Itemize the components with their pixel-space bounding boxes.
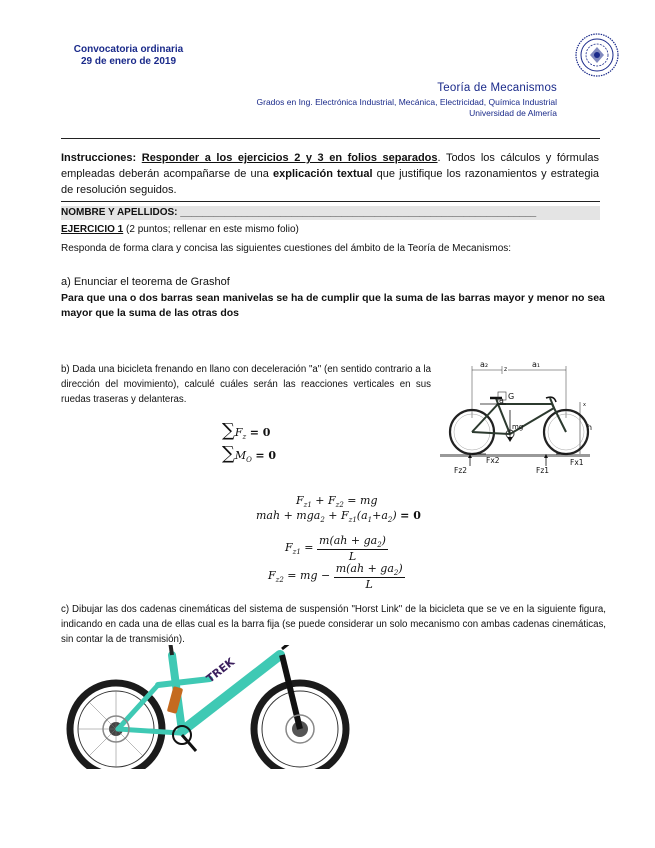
equation-vertical: $F_{z1} + F_{z2}$ = mg: [296, 494, 378, 510]
question-c-prompt: c) Dibujar las dos cadenas cinemáticas del sistema de suspensión "Horst Link" de la bicicleta que se ve en la siguiente figura, indicando en cada una de ellas cual es la barra fija (se puede considerar un solo mecanismo con ambas cadenas cinemáticas, sin contar la de transmisión).: [61, 604, 606, 645]
instructions: [61, 150, 599, 198]
header-divider: [61, 138, 600, 139]
bicycle-force-diagram: [440, 358, 600, 476]
equation-sum-forces: $\sum F_z = 0$: [222, 420, 271, 442]
course-header: [257, 82, 557, 119]
university-seal-icon: [574, 32, 620, 78]
label-mg: mg: [512, 423, 524, 431]
equation-sum-moments: $\sum M_O = 0$: [222, 443, 277, 465]
instructions-highlight: Responder a los ejercicios 2 y 3 en folios separados: [141, 152, 438, 164]
label-h: h: [587, 423, 593, 432]
exam-date: 29 de enero de 2019: [80, 56, 177, 67]
label-z: z: [504, 366, 508, 373]
label-Fx1: Fx1: [570, 458, 584, 467]
question-a-prompt: a) Enunciar el teorema de Grashof: [61, 276, 230, 288]
degrees-line: Grados en Ing. Electrónica Industrial, Mecánica, Electricidad, Química Industrial: [256, 97, 557, 107]
equation-fz1: $F_{z1}$ = $\frac{m(ah + ga_2)}{L}$: [285, 534, 386, 564]
exercise1-intro: Responda de forma clara y concisa las siguientes cuestiones del ámbito de la Teoría de Mecanismos:: [61, 243, 512, 254]
name-field-label: NOMBRE Y APELLIDOS: ________________________________________________________________: [61, 207, 537, 218]
label-a1: a₁: [532, 360, 541, 369]
name-field[interactable]: [61, 206, 600, 220]
label-a: a: [499, 396, 504, 405]
instructions-text2: que justifique los razonamientos y estrategia de resolución seguidos.: [61, 168, 600, 196]
exercise1-heading: [61, 224, 299, 235]
section-divider: [61, 201, 600, 202]
course-title: Teoría de Mecanismos: [437, 82, 557, 94]
label-a2: a₂: [480, 360, 489, 369]
label-G: G: [508, 392, 515, 401]
brand-logo: TREK: [203, 655, 238, 686]
instructions-bold: explicación textual: [273, 168, 373, 180]
label-Fz1: Fz1: [536, 466, 550, 475]
exercise1-note: (2 puntos; rellenar en este mismo folio): [123, 224, 299, 235]
university-line: Universidad de Almería: [469, 108, 557, 118]
instructions-label: Instrucciones:: [61, 152, 137, 164]
label-x: x: [583, 402, 586, 408]
label-Fx2: Fx2: [486, 456, 500, 465]
equation-moment: mah + $mga_2 + F_{z1}(a_1+a_2) = 0$: [256, 509, 421, 525]
question-a-answer[interactable]: Para que una o dos barras sean manivelas se ha de cumplir que la suma de las barras mayor y menor no sea mayor que la suma de las otras dos: [61, 292, 605, 319]
mountain-bike-photo: [60, 645, 352, 769]
exam-header: [66, 44, 191, 68]
exam-session: Convocatoria ordinaria: [73, 44, 184, 55]
question-b-prompt: b) Dada una bicicleta frenando en llano con deceleración "a" (en sentido contrario a la dirección del movimiento), calculé cuáles serán las reacciones verticales en sus ruedas traseras y delanteras.: [61, 364, 431, 405]
exercise1-title: EJERCICIO 1: [61, 224, 124, 235]
label-Fz2: Fz2: [454, 466, 468, 475]
equation-fz2: $F_{z2}$ = mg − $\frac{m(ah + ga_2)}{L}$: [268, 562, 403, 592]
instructions-text1: . Todos los cálculos y fórmulas empleadas deberán acompañarse de una: [61, 152, 599, 180]
